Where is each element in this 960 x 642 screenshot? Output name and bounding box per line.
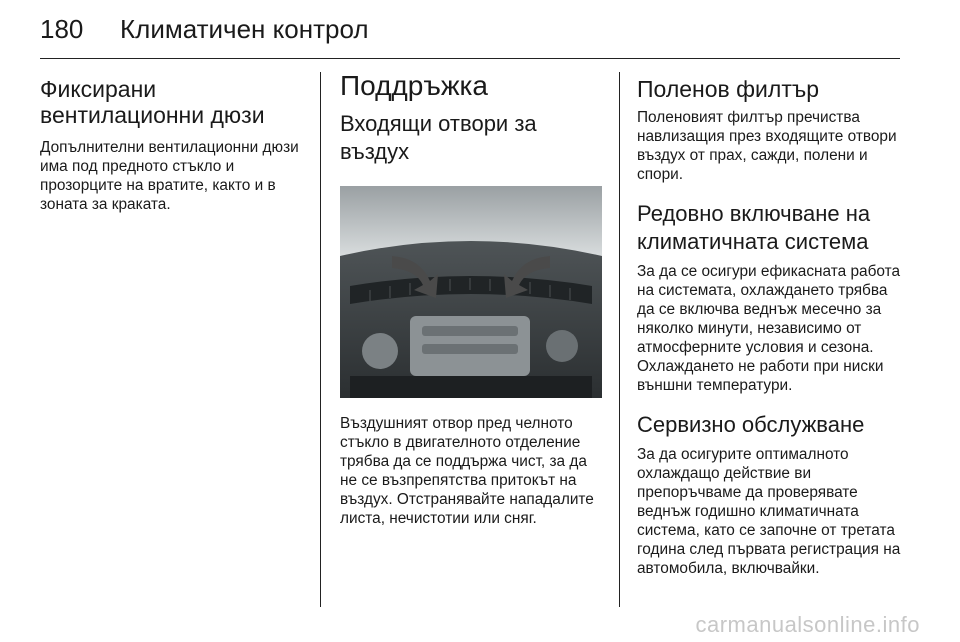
page-header	[40, 14, 900, 50]
watermark: carmanualsonline.info	[695, 612, 920, 637]
subheading-air-inlets: Входящи отвори за въздух	[340, 111, 537, 164]
engine-bay-photo	[340, 186, 602, 398]
header-divider	[40, 58, 900, 59]
chapter-heading-maintenance: Поддръжка	[340, 70, 488, 101]
column-3	[637, 70, 907, 578]
body-text: За да се осигури ефикасната работа на системата, охлаждането трябва да се включва веднъж месечно за няколко минути, независимо от атмосферните условия и сезона. Охлаждането не работи при ниски външни температури.	[637, 263, 901, 394]
section-heading-fixed-vents: Фиксирани вентилационни дюзи	[40, 76, 265, 128]
column-divider	[320, 72, 321, 607]
engine-bay-illustration	[340, 186, 602, 398]
body-text: Поленовият филтър пречиства навлизащия през входящите отвори въздух от прах, сажди, полени и спори.	[637, 109, 897, 183]
page-title: Климатичен контрол	[120, 14, 369, 44]
section-heading-regular-operation: Редовно включване на климатичната система	[637, 201, 871, 254]
body-text: За да осигурите оптималното охлаждащо действие ви препоръчваме да проверявате веднъж годишно климатичната система, като се започне от третата година след първата регистрация на автомобила, включвайки.	[637, 446, 901, 577]
figure-caption: Въздушният отвор пред челното стъкло в двигателното отделение трябва да се поддържа чист, за да не се възпрепятства притокът на въздух. Отстранявайте нападалите листа, нечистотии или сняг.	[340, 415, 594, 527]
body-text: Допълнителни вентилационни дюзи има под предното стъкло и прозорците на вратите, както и в зоната за краката.	[40, 139, 299, 213]
column-1	[40, 70, 300, 214]
section-heading-service: Сервизно обслужване	[637, 412, 865, 437]
column-divider	[619, 72, 620, 607]
page-number: 180	[40, 14, 84, 44]
column-2	[340, 70, 605, 528]
section-heading-pollen-filter: Поленов филтър	[637, 76, 820, 102]
